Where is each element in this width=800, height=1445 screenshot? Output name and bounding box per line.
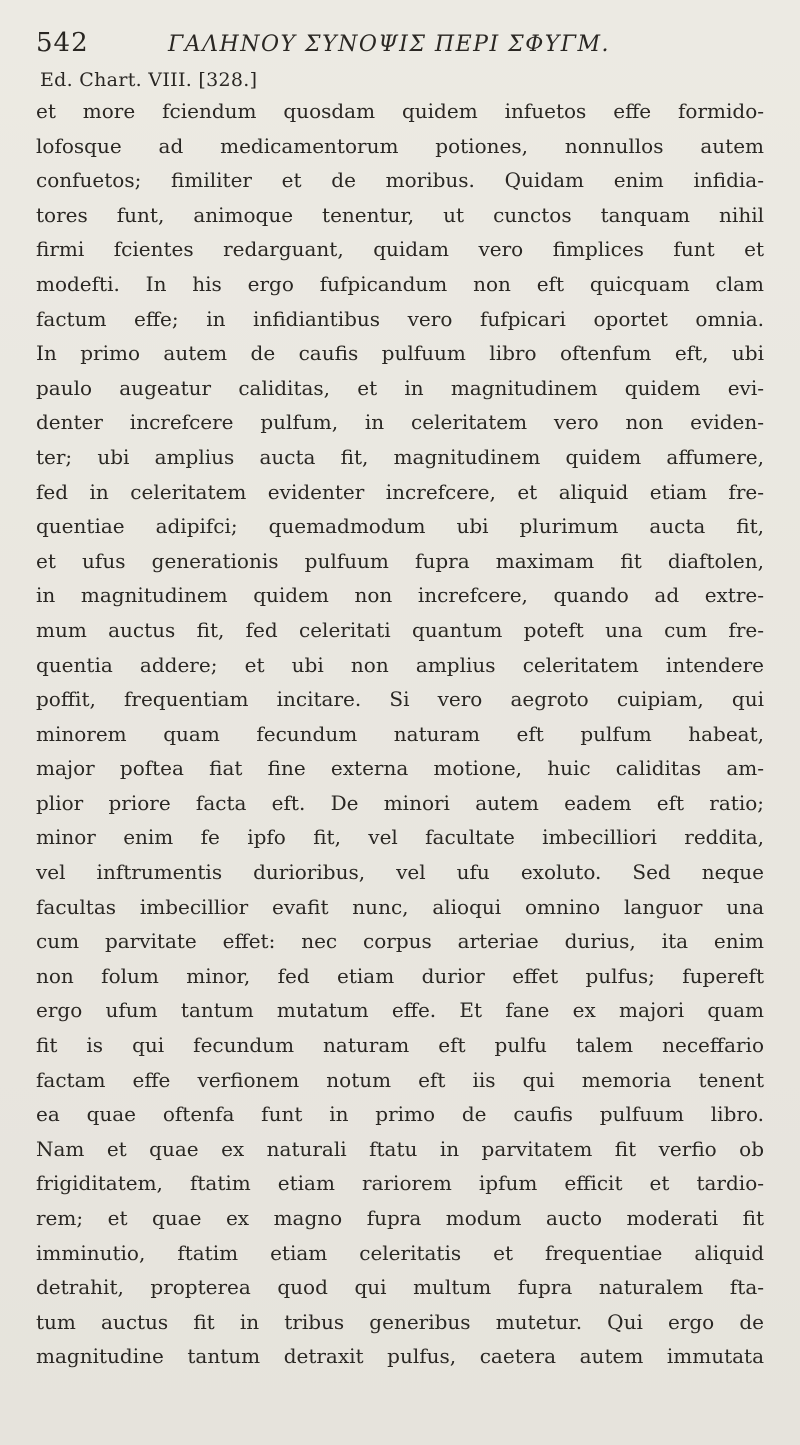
text-line: quentia addere; et ubi non amplius celeritatem intendere — [36, 652, 764, 677]
text-line: factum effe; in infidiantibus vero fufpicari oportet omnia. — [36, 306, 764, 331]
text-line: poffit, frequentiam incitare. Si vero aegroto cuipiam, qui — [36, 687, 764, 712]
text-line: et more fciendum quosdam quidem infuetos effe formido- — [36, 99, 764, 123]
text-line: plior priore facta eft. De minori autem eadem eft ratio; — [36, 790, 764, 815]
text-line: confuetos; fimiliter et de moribus. Quidam enim infidia- — [36, 168, 764, 193]
page-header — [36, 28, 764, 66]
text-line: mum auctus fit, fed celeritati quantum poteft una cum fre- — [36, 617, 764, 642]
text-line: rem; et quae ex magno fupra modum aucto moderati fit — [36, 1206, 764, 1230]
text-line: non folum minor, fed etiam durior effet pulfus; fupereft — [36, 963, 764, 988]
text-line: et ufus generationis pulfuum fupra maximam fit diaftolen, — [36, 548, 764, 573]
text-line: frigiditatem, ftatim etiam rariorem ipfum efficit et tardio- — [36, 1171, 764, 1196]
text-line: imminutio, ftatim etiam celeritatis et frequentiae aliquid — [36, 1240, 764, 1265]
text-line: in magnitudinem quidem non increfcere, quando ad extre- — [36, 583, 764, 608]
text-line: Nam et quae ex naturali ftatu in parvitatem fit verfio ob — [36, 1136, 764, 1161]
text-line: ergo ufum tantum mutatum effe. Et fane ex majori quam — [36, 998, 764, 1023]
text-line: minor enim fe ipfo fit, vel facultate imbecilliori reddita, — [36, 825, 764, 850]
text-line: ea quae oftenfa funt in primo de caufis pulfuum libro. — [36, 1102, 764, 1127]
page-number: 542 — [36, 28, 89, 58]
text-line: facultas imbecillior evafit nunc, alioqui omnino languor una — [36, 894, 764, 919]
text-line: fed in celeritatem evidenter increfcere, et aliquid etiam fre- — [36, 479, 764, 504]
text-line: minorem quam fecundum naturam eft pulfum habeat, — [36, 721, 764, 746]
edition-reference: Ed. Chart. VIII. [328.] — [40, 69, 258, 91]
text-line: modefti. In his ergo fufpicandum non eft quicquam clam — [36, 271, 764, 296]
body-text — [36, 94, 764, 1374]
text-line: tores funt, animoque tenentur, ut cunctos tanquam nihil — [36, 202, 764, 227]
text-line: lofosque ad medicamentorum potiones, nonnullos autem — [36, 133, 764, 158]
text-line: denter increfcere pulfum, in celeritatem vero non eviden- — [36, 410, 764, 435]
text-line: In primo autem de caufis pulfuum libro oftenfum eft, ubi — [36, 341, 764, 366]
text-line: ter; ubi amplius aucta fit, magnitudinem quidem affumere, — [36, 444, 764, 469]
text-line: vel inftrumentis durioribus, vel ufu exoluto. Sed neque — [36, 860, 764, 885]
text-line: magnitudine tantum detraxit pulfus, caetera autem immutata — [36, 1344, 764, 1369]
text-line: factam effe verfionem notum eft iis qui memoria tenent — [36, 1067, 764, 1092]
text-line: firmi fcientes redarguant, quidam vero fimplices funt et — [36, 237, 764, 262]
text-line: major poftea fiat fine externa motione, huic caliditas am- — [36, 756, 764, 781]
text-line: quentiae adipifci; quemadmodum ubi plurimum aucta fit, — [36, 514, 764, 539]
text-line: detrahit, propterea quod qui multum fupra naturalem fta- — [36, 1275, 764, 1300]
text-line: fit is qui fecundum naturam eft pulfu talem neceffario — [36, 1033, 764, 1058]
text-line: cum parvitate effet: nec corpus arteriae durius, ita enim — [36, 929, 764, 954]
text-line: paulo augeatur caliditas, et in magnitudinem quidem evi- — [36, 375, 764, 400]
running-head: ΓΑΛΗΝΟΥ ΣΥΝΟΨΙΣ ΠΕΡΙ ΣΦΥΓΜ. — [168, 32, 611, 57]
text-line: tum auctus fit in tribus generibus mutetur. Qui ergo de — [36, 1309, 764, 1334]
